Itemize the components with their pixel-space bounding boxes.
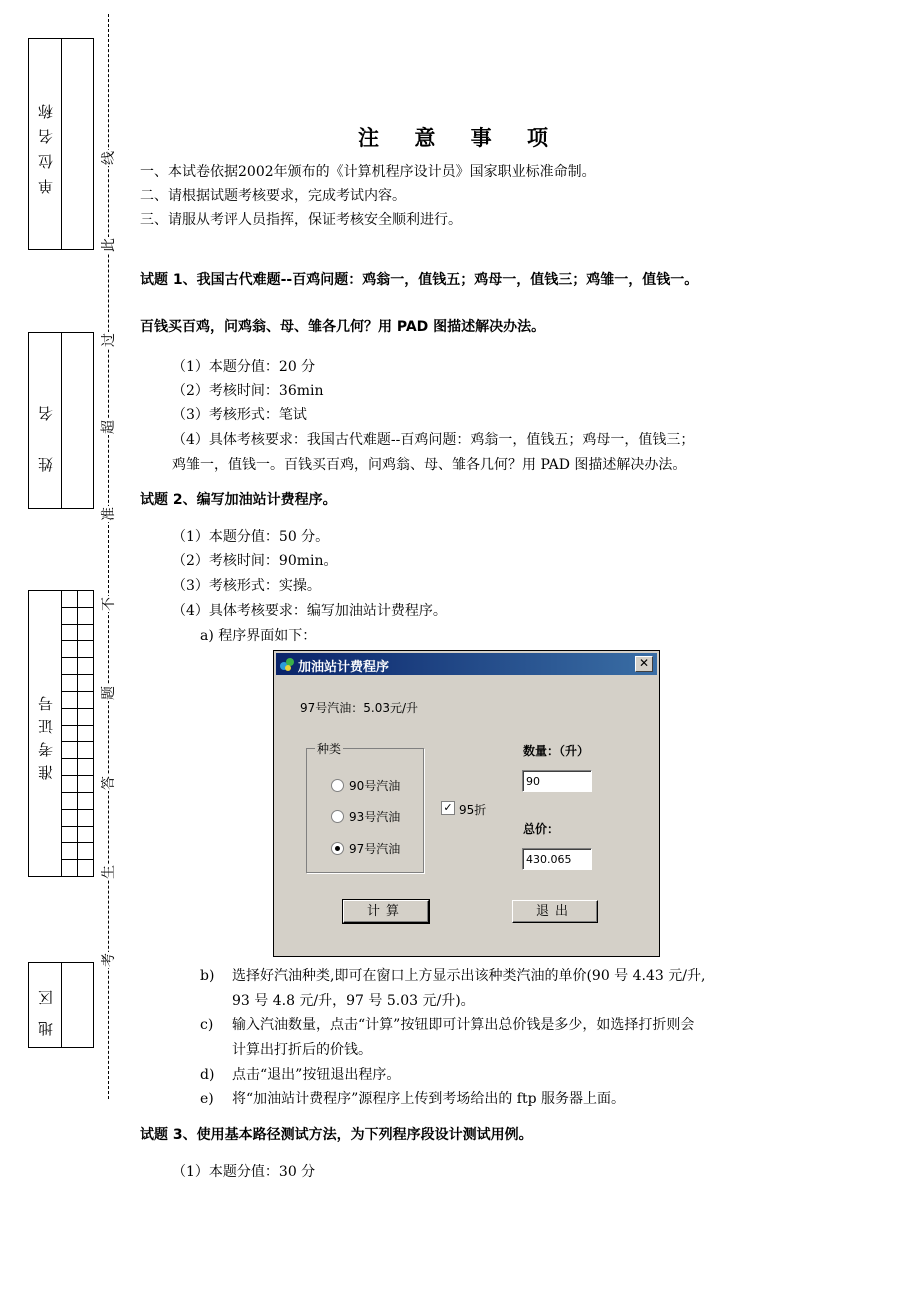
q2-sub-e: 将“加油站计费程序”源程序上传到考场给出的 ftp 服务器上面。 (232, 1091, 625, 1107)
name-box (28, 332, 94, 509)
unit-name-label (29, 39, 62, 249)
notice-item: 三、请服从考评人员指挥，保证考核安全顺利进行。 (140, 212, 462, 228)
radio-90-label[interactable]: 90号汽油 (349, 779, 401, 793)
q2-sub-c-marker: c) (200, 1017, 214, 1033)
q2-sub-e-marker: e) (200, 1091, 214, 1107)
seal-char: 过 (101, 333, 117, 347)
seal-char: 准 (101, 507, 117, 521)
close-icon[interactable]: ✕ (635, 656, 653, 672)
q2-item: （1）本题分值：50 分。 (172, 529, 330, 545)
q2-heading: 试题 2、编写加油站计费程序。 (140, 492, 337, 508)
radio-90[interactable] (331, 779, 344, 792)
exam-no-label (29, 591, 62, 876)
q1-item: （3）考核形式：笔试 (172, 407, 307, 423)
q2-item: （4）具体考核要求：编写加油站计费程序。 (172, 603, 447, 619)
window-title: 加油站计费程序 (298, 660, 390, 675)
fuel-app-window (273, 650, 660, 957)
fuel-type-group (306, 742, 424, 873)
q3-item: （1）本题分值：30 分 (172, 1164, 316, 1180)
q2-item: （3）考核形式：实操。 (172, 578, 321, 594)
radio-97-label[interactable]: 97号汽油 (349, 842, 401, 856)
seal-char: 生 (101, 865, 117, 879)
seal-char: 此 (101, 238, 117, 252)
notice-item: 一、本试卷依据2002年颁布的《计算机程序设计员》国家职业标准命制。 (140, 164, 596, 180)
seal-char: 题 (101, 686, 117, 700)
discount-checkbox[interactable]: ✓ (441, 801, 455, 815)
fuel-type-group-title: 种类 (317, 742, 342, 756)
radio-93[interactable] (331, 810, 344, 823)
seal-char: 线 (101, 151, 117, 165)
seal-char: 超 (101, 420, 117, 434)
region-label (29, 963, 62, 1047)
q1-item-cont: 鸡雏一，值钱一。百钱买百鸡，问鸡翁、母、雏各几何？用 PAD 图描述解决办法。 (172, 457, 687, 473)
notice-title: 注 意 事 项 (358, 126, 562, 150)
total-field[interactable]: 430.065 (522, 848, 592, 870)
window-titlebar[interactable] (276, 653, 657, 675)
q1-heading-cont: 百钱买百鸡，问鸡翁、母、雏各几何？用 PAD 图描述解决办法。 (140, 319, 546, 335)
q3-heading: 试题 3、使用基本路径测试方法，为下列程序段设计测试用例。 (140, 1127, 533, 1143)
q2-sub-a: a) 程序界面如下： (200, 628, 317, 644)
quantity-input[interactable]: 90 (522, 770, 592, 792)
unit-name-text: 单位名称 (36, 94, 55, 194)
exam-no-text: 准考证号 (36, 687, 55, 780)
region-box (28, 962, 94, 1048)
discount-label[interactable]: 95折 (459, 803, 487, 817)
unit-name-field[interactable] (62, 39, 93, 249)
seal-dashed-line (108, 14, 109, 1099)
name-label (29, 333, 62, 508)
q2-sub-b-marker: b) (200, 968, 215, 984)
unit-name-box (28, 38, 94, 250)
q2-sub-b: 选择好汽油种类,即可在窗口上方显示出该种类汽油的单价(90 号 4.43 元/升, (232, 968, 706, 984)
exam-no-grid[interactable] (62, 591, 78, 876)
name-text: 姓名 (36, 369, 55, 472)
seal-char: 不 (101, 597, 117, 611)
q1-item: （1）本题分值：20 分 (172, 359, 316, 375)
calc-button[interactable]: 计算 (343, 900, 429, 923)
seal-char: 考 (101, 953, 117, 967)
total-label: 总价： (523, 822, 560, 836)
q2-sub-d: 点击“退出”按钮退出程序。 (232, 1067, 401, 1083)
price-display: 97号汽油：5.03元/升 (300, 701, 419, 715)
q1-item: （4）具体考核要求：我国古代难题--百鸡问题：鸡翁一，值钱五；鸡母一，值钱三； (172, 432, 695, 448)
app-icon (279, 656, 295, 672)
region-field[interactable] (62, 963, 93, 1047)
q1-heading: 试题 1、我国古代难题--百鸡问题：鸡翁一，值钱五；鸡母一，值钱三；鸡雏一，值钱一。 (140, 272, 699, 288)
seal-char: 答 (101, 776, 117, 790)
q1-item: （2）考核时间：36min (172, 383, 324, 399)
q2-sub-d-marker: d) (200, 1067, 215, 1083)
q2-sub-c: 输入汽油数量，点击“计算”按钮即可计算出总价钱是多少，如选择打折则会 (232, 1017, 695, 1033)
q2-item: （2）考核时间：90min。 (172, 553, 338, 569)
q2-sub-b-cont: 93 号 4.8 元/升，97 号 5.03 元/升)。 (232, 993, 475, 1009)
radio-97[interactable] (331, 842, 344, 855)
region-text: 地区 (36, 974, 55, 1036)
quantity-label: 数量：（升） (523, 744, 590, 758)
notice-item: 二、请根据试题考核要求，完成考试内容。 (140, 188, 406, 204)
name-field[interactable] (62, 333, 93, 508)
q2-sub-c-cont: 计算出打折后的价钱。 (232, 1042, 372, 1058)
exit-button[interactable]: 退出 (512, 900, 598, 923)
exam-no-grid-2[interactable] (78, 591, 93, 876)
exam-no-box (28, 590, 94, 877)
radio-93-label[interactable]: 93号汽油 (349, 810, 401, 824)
